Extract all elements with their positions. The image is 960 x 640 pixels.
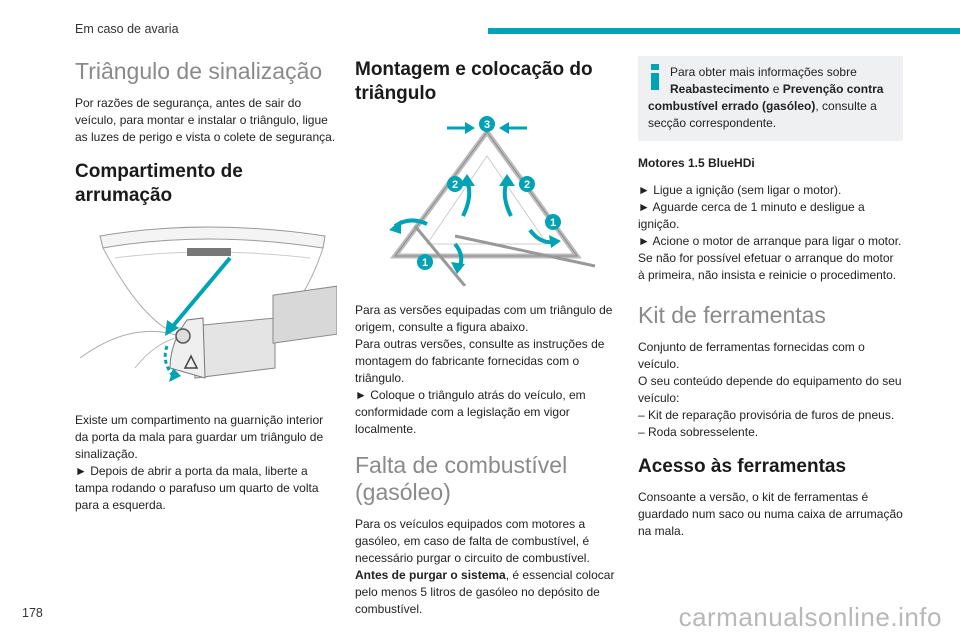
figure-label-1-left: 1 — [421, 257, 429, 269]
engine-heading: Motores 1.5 BlueHDi — [638, 156, 755, 170]
fuel-paragraph-2-rest: , é essencial colocar pelo menos 5 litros de gasóleo no depósito de combustível. — [355, 568, 615, 616]
assembly-step: ► Coloque o triângulo atrás do veículo, em conformidade com a legislação em vigor localmente. — [355, 388, 586, 436]
toolkit-paragraph-2: O seu conteúdo depende do equipamento do seu veículo: — [638, 374, 902, 405]
section-title-fuel: Falta de combustível (gasóleo) — [355, 452, 568, 505]
figure-label-1-right: 1 — [549, 217, 557, 229]
info-tail: , consulte a secção correspondente. — [648, 99, 877, 130]
toolkit-item-2: – Roda sobresselente. — [638, 425, 759, 439]
tool-access-paragraph: Consoante a versão, o kit de ferramentas é guardado num saco ou numa caixa de arrumação na mala. — [638, 490, 903, 538]
page-number: 178 — [22, 606, 43, 620]
info-link-prevention: Prevenção contra — [782, 82, 884, 96]
info-line-2 — [648, 81, 895, 98]
storage-step: ► Depois de abrir a porta da mala, liberte a tampa rodando o parafuso um quarto de volta para a esquerda. — [75, 464, 319, 512]
engine-step-3: ► Acione o motor de arranque para ligar o motor. — [638, 234, 902, 248]
info-conjunction: e — [769, 82, 783, 96]
subtitle-storage: Compartimento de arrumação — [75, 161, 243, 206]
running-header: Em caso de avaria — [75, 22, 179, 36]
storage-paragraph: Existe um compartimento na guarnição interior da porta da mala para guardar um triângulo de sinalização. — [75, 413, 324, 461]
subtitle-assembly: Montagem e colocação do triângulo — [355, 59, 593, 104]
header-accent-bar — [488, 28, 960, 34]
trunk-storage-illustration — [75, 218, 337, 398]
toolkit-item-1: – Kit de reparação provisória de furos de pneus. — [638, 408, 895, 422]
column-3 — [638, 50, 903, 540]
figure-label-3: 3 — [483, 119, 491, 131]
assembly-paragraph-1: Para as versões equipadas com um triângulo de origem, consulte a figura abaixo. — [355, 303, 613, 334]
engine-step-1: ► Ligue a ignição (sem ligar o motor). — [638, 183, 842, 197]
fuel-paragraph-1: Para os veículos equipados com motores a gasóleo, em caso de falta de combustível, é necessário purgar o circuito de combustível. — [355, 517, 590, 565]
info-link-refuelling: Reabastecimento — [670, 82, 770, 96]
toolkit-paragraph-1: Conjunto de ferramentas fornecidas com o veículo. — [638, 340, 865, 371]
info-link-wrong-fuel: combustível errado (gasóleo) — [648, 99, 816, 113]
section-title-triangle: Triângulo de sinalização — [75, 58, 323, 84]
fuel-bold-lead: Antes de purgar o sistema — [355, 568, 506, 582]
watermark: carmanualsonline.info — [678, 602, 942, 632]
triangle-intro: Por razões de segurança, antes de sair do veículo, para montar e instalar o triângulo, ligue as luzes de perigo e vista o colete de segurança. — [75, 96, 336, 144]
assembly-paragraph-2: Para outras versões, consulte as instruções de montagem do fabricante fornecidas com o triângulo. — [355, 337, 605, 385]
info-line-1: Para obter mais informações sobre — [670, 65, 857, 79]
info-box — [638, 56, 903, 141]
subtitle-tool-access: Acesso às ferramentas — [638, 456, 847, 477]
section-title-toolkit: Kit de ferramentas — [638, 302, 826, 328]
engine-step-2: ► Aguarde cerca de 1 minuto e desligue a ignição. — [638, 200, 865, 231]
figure-label-2-left: 2 — [451, 179, 459, 191]
info-line-3 — [648, 98, 895, 132]
column-1 — [75, 50, 337, 514]
column-2 — [355, 50, 620, 618]
info-icon — [648, 64, 662, 90]
engine-note: Se não for possível efetuar o arranque do motor à primeira, não insista e reinicie o procedimento. — [638, 251, 897, 282]
figure-label-2-right: 2 — [523, 179, 531, 191]
triangle-assembly-illustration — [355, 116, 620, 286]
fuel-paragraph-2 — [355, 567, 620, 618]
